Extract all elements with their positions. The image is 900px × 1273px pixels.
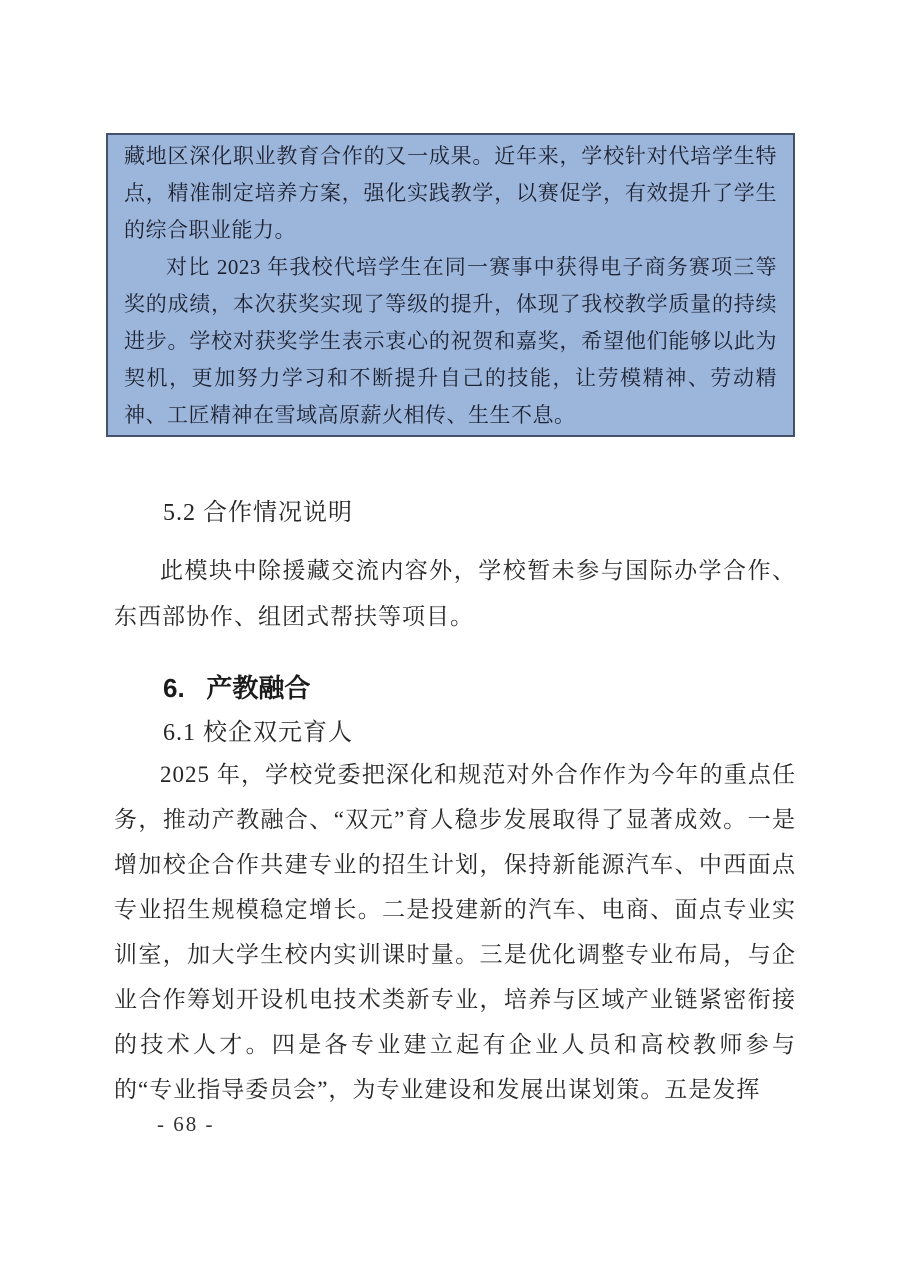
section-6-paragraph: 2025 年，学校党委把深化和规范对外合作作为今年的重点任务，推动产教融合、“双元”育人稳步发展取得了显著成效。一是增加校企合作共建专业的招生计划，保持新能源汽车、中西面点专业招生规模稳定增长。二是投建新的汽车、电商、面点专业实训室，加大学生校内实训课时量。三是优化调整专业布局，与企业合作筹划开设机电技术类新专业，培养与区域产业链紧密衔接的技术人才。四是各专业建立起有企业人员和高校教师参与的“专业指导委员会”，为专业建设和发展出谋划策。五是发挥 bbox=[114, 762, 796, 1102]
highlight-paragraph-1: 藏地区深化职业教育合作的又一成果。近年来，学校针对代培学生特点，精准制定培养方案，强化实践教学，以赛促学，有效提升了学生的综合职业能力。 bbox=[124, 144, 777, 242]
section-heading-6: 6. 产教融合 bbox=[163, 673, 311, 703]
section-heading-6-1: 6.1 校企双元育人 bbox=[163, 720, 353, 746]
highlighted-text-box bbox=[106, 133, 795, 437]
section-heading-5-2: 5.2 合作情况说明 bbox=[163, 500, 353, 526]
highlight-paragraph-2: 对比 2023 年我校代培学生在同一赛事中获得电子商务赛项三等奖的成绩，本次获奖实现了等级的提升，体现了我校教学质量的持续进步。学校对获奖学生表示衷心的祝贺和嘉奖，希望他们能够以此为契机，更加努力学习和不断提升自己的技能，让劳模精神、劳动精神、工匠精神在雪域高原薪火相传、生生不息。 bbox=[124, 255, 777, 427]
section-5-2-paragraph: 此模块中除援藏交流内容外，学校暂未参与国际办学合作、东西部协作、组团式帮扶等项目。 bbox=[114, 558, 796, 629]
page-number: - 68 - bbox=[157, 1112, 215, 1136]
